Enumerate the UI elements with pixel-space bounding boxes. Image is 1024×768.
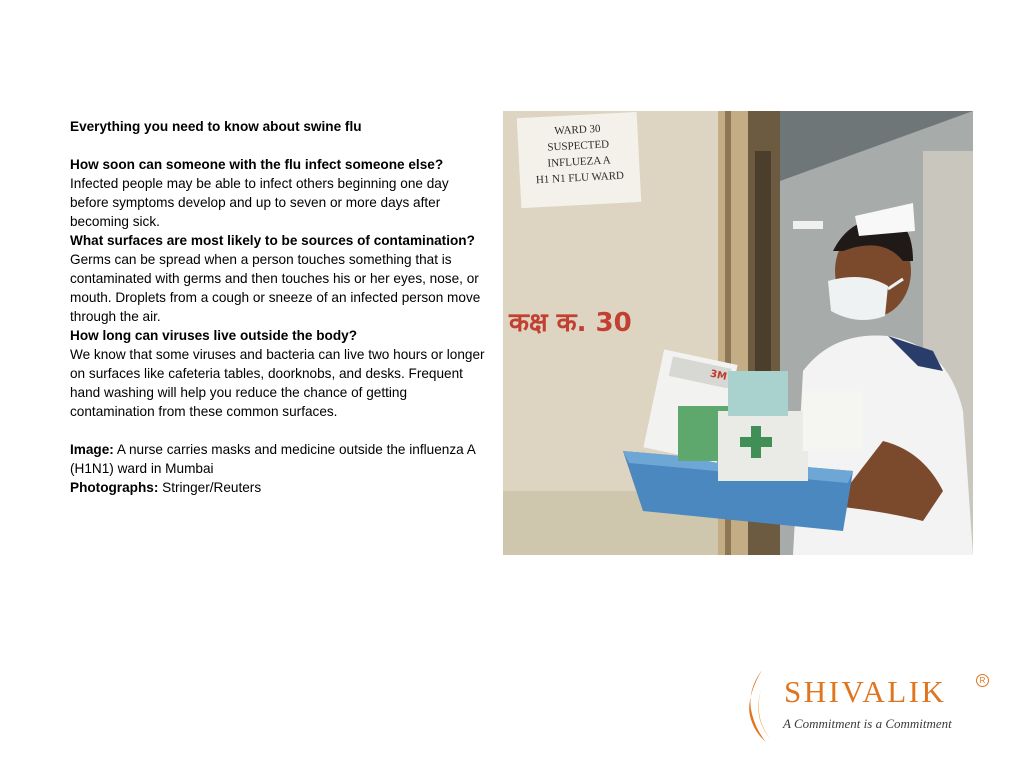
question-3: How long can viruses live outside the body? [70, 328, 358, 343]
photo-credit [70, 478, 485, 497]
nurse-photo [503, 111, 973, 555]
answer-2: Germs can be spread when a person touches something that is contaminated with germs and then touches his or her eyes, nose, or mouth. Droplets from a cough or sneeze of an infected person move through the air. [70, 252, 481, 324]
wall-ward-number: कक्ष क. 30 [509, 308, 632, 338]
flame-icon [742, 668, 778, 744]
image-caption-text: A nurse carries masks and medicine outside the influenza A (H1N1) ward in Mumbai [70, 442, 476, 476]
logo-wordmark: SHIVALIK [784, 674, 947, 709]
article-title: Everything you need to know about swine flu [70, 119, 362, 134]
photo-credit-text: Stringer/Reuters [162, 480, 262, 495]
image-caption-label: Image: [70, 442, 114, 457]
photo-credit-label: Photographs: [70, 480, 159, 495]
article-text [70, 117, 485, 497]
sign-line-3: INFLUEZA A [547, 154, 612, 170]
mask-box-label: 3M [708, 368, 728, 383]
sign-line-1: WARD 30 [554, 122, 601, 138]
question-2: What surfaces are most likely to be sources of contamination? [70, 233, 475, 248]
sign-line-2: SUSPECTED [547, 138, 610, 154]
question-1: How soon can someone with the flu infect someone else? [70, 157, 444, 172]
answer-1: Infected people may be able to infect others beginning one day before symptoms develop and up to seven or more days after becoming sick. [70, 176, 449, 229]
image-caption [70, 440, 485, 478]
answer-3: We know that some viruses and bacteria can live two hours or longer on surfaces like cafeteria tables, doorknobs, and desks. Frequent hand washing will help you reduce the chance of getting contamination from these common surfaces. [70, 347, 485, 419]
ward-sign [517, 112, 642, 208]
logo-tagline: A Commitment is a Commitment [783, 716, 952, 731]
sign-line-4: H1 N1 FLU WARD [535, 169, 625, 187]
registered-mark: R [976, 674, 989, 687]
shivalik-logo [742, 668, 992, 744]
